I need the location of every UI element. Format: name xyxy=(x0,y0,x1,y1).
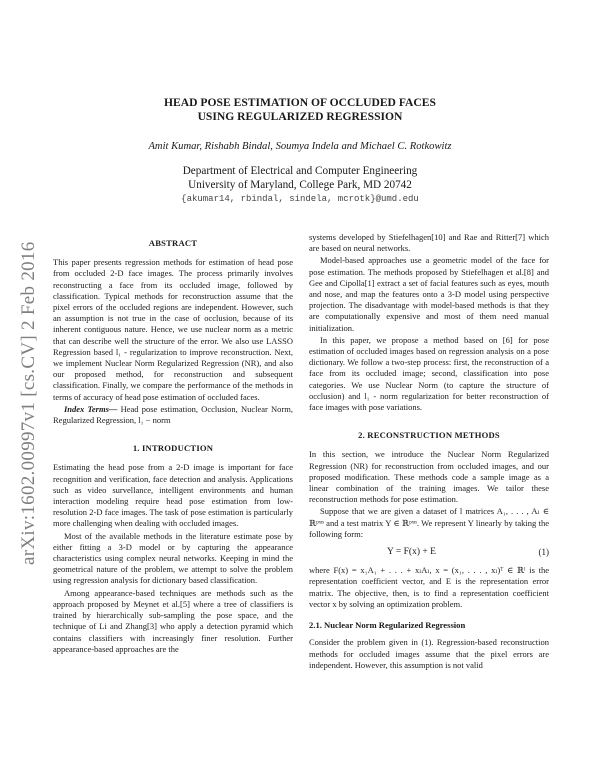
equation-number: (1) xyxy=(538,547,549,558)
right-paragraph-2: Model-based approaches use a geometric model of the face for pose estimation. The methods proposed by Stiefelhagen et al.[8] and Gee and Cipolla[1] extract a set of facial features such as eyes, mouth and nose, and map the features onto a 3-D model using perspective projection. The disadvantage with model-based methods is that they are computationally expensive and most of them need manual initialization. xyxy=(309,255,549,333)
subsection-paragraph-1: Consider the problem given in (1). Regression-based reconstruction methods for occluded images assume that the pixel errors are independent. However, this assumption is not valid xyxy=(309,637,549,670)
index-terms-label: Index Terms— xyxy=(64,403,118,414)
equation-1 xyxy=(309,547,549,558)
intro-paragraph-2: Most of the available methods in the literature estimate pose by either fitting a 3-D model or by capturing the appearance characteristics using complex neural networks. Keeping in mind the geometrical nature of the problem, we attempt to solve the problem using regression analysis for dictionary based classification. xyxy=(53,530,293,586)
reconstruction-paragraph-3: where F(x) = x₁A₁ + . . . + xₗAₗ, x = (x₁, . . . , xₗ)ᵀ ∈ ℝˡ is the representation coefficient vector, and E is the representation error matrix. The objective, then, is to find a representation coefficient vector x by solving an optimization problem. xyxy=(309,565,549,609)
reconstruction-heading: 2. RECONSTRUCTION METHODS xyxy=(358,430,500,441)
affiliation-line-1: Department of Electrical and Computer Engineering xyxy=(182,165,418,177)
abstract-text: This paper presents regression methods for estimation of head pose from occluded 2-D face images. The process primarily involves reconstructing a face from its occluded image, followed by classification. Typical methods for reconstruction assume that the pixel errors of the occluded regions are independent. However, such an assumption is not true in the case of occlusion, because of its inherent contiguous nature. Hence, we use nuclear norm as a metric that can describe well the structure of the error. We also use LASSO Regression based l₁ - regularization to improve reconstruction. Next, we implement Nuclear Norm Regularized Regression (NR), and also our proposed method, for reconstruction and subsequent classification. Finally, we compare the performance of the methods in terms of accuracy of head pose estimation of occluded faces. xyxy=(53,257,293,402)
intro-paragraph-3: Among appearance-based techniques are methods such as the approach proposed by Meynet et al.[5] where a tree of classifiers is trained by hierarchically sub-sampling the pose space, and the technique of Li and Zhang[3] who apply a detection pyramid which contains classifiers with increasingly finer resolution. Further appearance-based approaches are the xyxy=(53,587,293,654)
index-terms xyxy=(53,404,293,426)
right-column xyxy=(309,232,549,672)
intro-paragraph-1: Estimating the head pose from a 2-D image is important for face recognition and verification, face detection and analysis. Applications such as video survellance, intelligent environments and human interaction modeling require head pose estimation from low-resolution 2-D face images. The task of pose estimation is particularly more challenging when dealing with occluded images. xyxy=(53,462,293,529)
title-line-2: USING REGULARIZED REGRESSION xyxy=(197,110,403,123)
reconstruction-paragraph-2: Suppose that we are given a dataset of l matrices A₁, . . . , Aₗ ∈ ℝᵖˣⁿ and a test matrix Y ∈ ℝᵖˣⁿ. We represent Y linearly by taking the following form: xyxy=(309,506,549,539)
abstract-heading: ABSTRACT xyxy=(148,238,198,248)
affiliation xyxy=(60,164,540,192)
introduction-heading: 1. INTRODUCTION xyxy=(132,443,214,454)
author-emails: {akumar14, rbindal, sindela, mcrotk}@umd.edu xyxy=(181,194,419,204)
right-paragraph-1: systems developed by Stiefelhagen[10] and Rae and Ritter[7] which are based on neural networks. xyxy=(309,232,549,254)
title-line-1: HEAD POSE ESTIMATION OF OCCLUDED FACES xyxy=(164,96,436,109)
paper-title xyxy=(60,96,540,124)
equation-formula: Y = F(x) + E xyxy=(387,547,436,558)
subsection-heading: 2.1. Nuclear Norm Regularized Regression xyxy=(309,620,466,631)
author-list: Amit Kumar, Rishabh Bindal, Soumya Indela and Michael C. Rotkowitz xyxy=(148,141,452,152)
left-column xyxy=(53,232,293,656)
arxiv-identifier: arXiv:1602.00997v1 [cs.CV] 2 Feb 2016 xyxy=(18,241,39,565)
arxiv-sidebar xyxy=(18,165,38,565)
reconstruction-paragraph-1: In this section, we introduce the Nuclear Norm Regularized Regression (NR) for reconstruction from occluded images, and our proposed modification. These methods code a sample image as a linear combination of the training images. We tailor these reconstruction methods for pose estimation. xyxy=(309,449,549,505)
index-terms-text: Head pose estimation, Occlusion, Nuclear Norm, Regularized Regression, l₁ − norm xyxy=(53,403,293,426)
right-paragraph-3: In this paper, we propose a method based on [6] for pose estimation of occluded images based on regression analysis on a pose dictionary. We follow a two-step process: first, the reconstruction of a face from its occluded image; second, classification into pose categories. We use Nuclear Norm (to capture the structure of occlusion) and l₁ - norm regularization for better reconstruction of face images with pose variations. xyxy=(309,334,549,413)
affiliation-line-2: University of Maryland, College Park, MD 20742 xyxy=(188,179,412,191)
